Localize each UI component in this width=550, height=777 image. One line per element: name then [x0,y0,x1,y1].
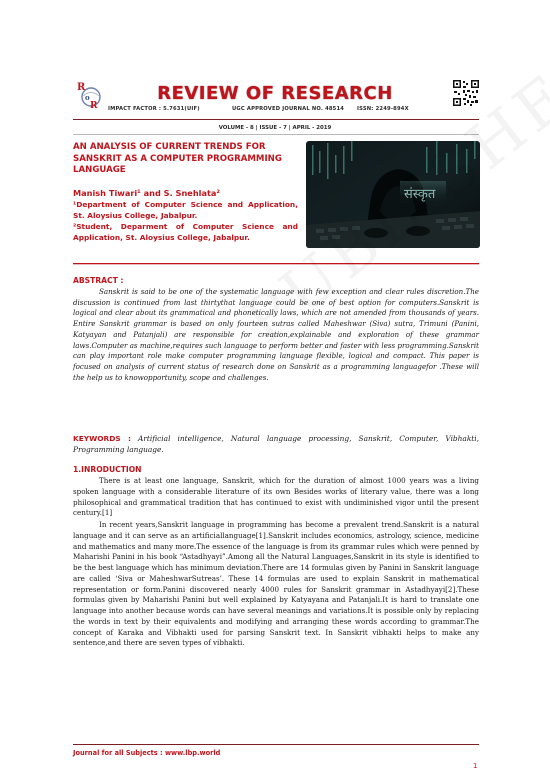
header-divider [73,119,479,120]
introduction-paragraph-1: There is at least one language, Sanskrit, which for the duration of almost 1000 years was a living spoken language with a considerable literature of its own Besides works of literary value, there was a long philosophical and grammatical tradition that has continued to exist with undiminished vigor until the present century.[1] [73,476,479,518]
volume-divider [73,134,479,135]
qr-code-icon [453,80,479,106]
abstract-heading: ABSTRACT : [73,276,124,285]
page-number: 1 [473,762,478,770]
svg-text:o: o [85,93,90,102]
authors: Manish Tiwari¹ and S. Snehlata² [73,188,221,198]
impact-factor: IMPACT FACTOR : 5.7631(UIF) [108,106,200,112]
footer-journal-link[interactable]: Journal for all Subjects : www.lbp.world [73,749,221,757]
issn: ISSN: 2249-894X [357,106,409,112]
journal-title: REVIEW OF RESEARCH [157,83,393,104]
abstract-text: Sanskrit is said to be one of the systematic language with few exception and clear rules discretion.The discussion is continued from last thirtythat language could be one of best option for computers.Sanskrit is logical and clear about its grammatical and phonetically laws, which are not amended from thousands of years. Entire Sanskrit grammar is based on only fourteen sutras called Maheshwar (Siva) sutra, Trimuni (Panini, Katyayan and Patanjali) are responsible for creation,explainable and exploration of these grammar laws.Computer as machine,requires such language to perform better and faster with less programming.Sanskrit can play important role make computer programming language flexible, logical and compact. This paper is focused on analysis of current status of research done on Sanskrit as a programming languagefor .These will the help us to knowopportunity, scope and challenges. [73,287,479,382]
svg-text:R: R [77,82,86,93]
introduction-heading: 1.INRODUCTION [73,465,142,474]
footer-divider [73,744,479,745]
keywords-text: Artificial intelligence, Natural language processing, Sanskrit, Computer, Vibhakti, Programming language. [73,434,479,454]
svg-text:R: R [90,101,98,110]
article-title: AN ANALYSIS OF CURRENT TRENDS FOR SANSKRIT AS A COMPUTER PROGRAMMING LANGUAGE [73,142,282,175]
keywords [73,434,479,455]
affiliation-1: ¹Department of Computer Science and Application, St. Aloysius College, Jabalpur. [73,200,298,220]
svg-text:संस्कृत: संस्कृत [404,187,436,202]
affiliation-2: ²Student, Deparment of Computer Science and Application, St. Aloysius College, Jabalpur. [73,222,298,242]
introduction-paragraph-2: In recent years,Sanskrit language in programming has become a prevalent trend.Sanskrit is a natural language and it can serve as an artificiallanguage[1].Sanskrit includes economics, astrology, science, medicine and mathematics and many more.The essence of the language is from its grammar rules which were penned by Maharishi Panini in his book “Astadhyayi”.Among all the Natural Languages,Sanskrit in its style is identified to be the best language which has minimum deviation.There are 14 formulas given by Panini in Sanskrit language are called ‘Siva or MaheshwarSutreas’. These 14 formulas are used to explain Sanskrit in mathematical representation or form.Panini discovered nearly 4000 rules for Sanskrit grammar in Astadhyayi[2].These formulas given by Maharishi Panini but well explained by Katyayana and Patanjali.It is hard to translate one language into another because words can have several meanings and variations.It is possible only by replacing the words in text by their equivalents and modifying and arranging these words according to grammar.The concept of Karaka and Vibhakti used for parsing Sanskrit text. In Sanskrit vibhakti helps to make any sentence,and there are seven types of vibhakti. [73,520,479,648]
ugc-number: UGC APPROVED JOURNAL NO. 48514 [232,106,345,112]
volume-issue: VOLUME - 8 | ISSUE - 7 | APRIL - 2019 [218,125,332,131]
keywords-heading: KEYWORDS : [73,434,131,443]
